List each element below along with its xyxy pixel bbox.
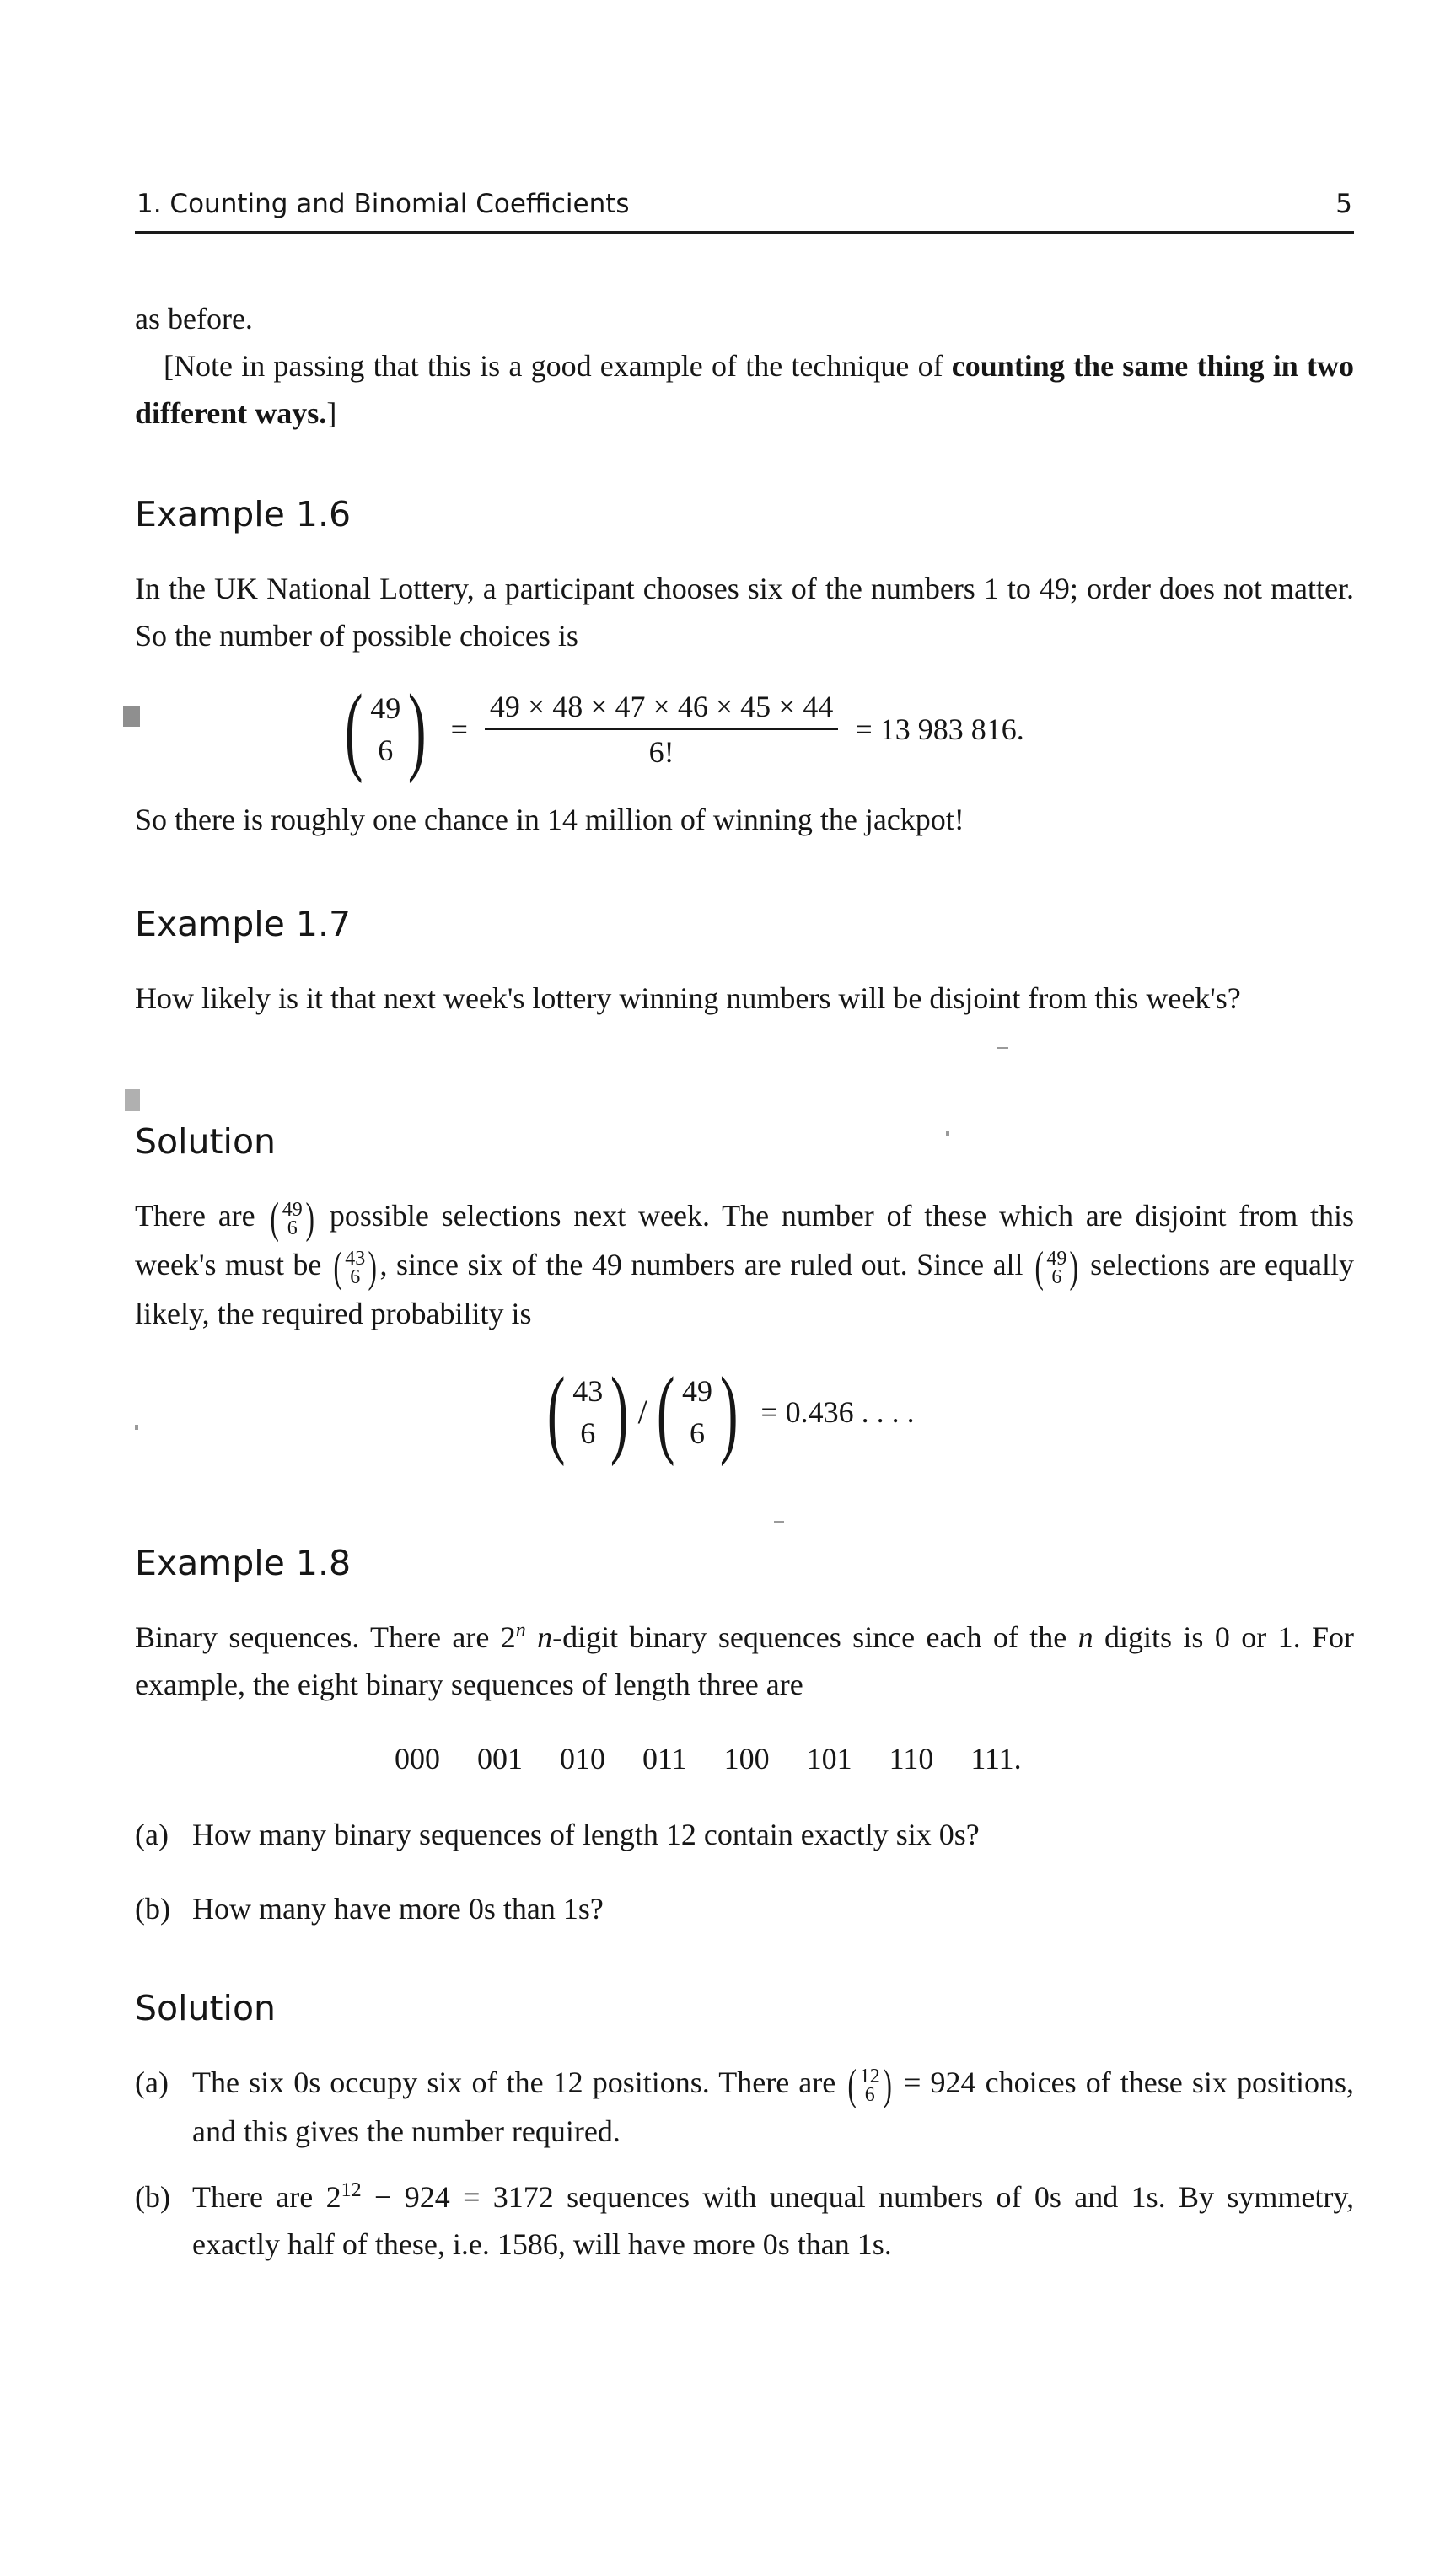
- sol-text-3: , since six of the 49 numbers are ruled out. Since all: [379, 1248, 1033, 1281]
- numerator: 49 × 48 × 47 × 46 × 45 × 44: [485, 688, 839, 730]
- answer-b-label: (b): [135, 2180, 170, 2214]
- scan-artifact: [135, 1425, 138, 1430]
- binom-43-6-inline: ( 43 6 ): [333, 1244, 378, 1292]
- sequence-item: 101: [806, 1742, 852, 1775]
- answer-a-text: [192, 2059, 1354, 2155]
- sequence-item: 010: [560, 1742, 605, 1775]
- sequence-item: 000: [395, 1742, 440, 1775]
- ex18-text-1: Binary sequences. There are 2: [135, 1620, 516, 1654]
- binom-bottom: 6: [864, 2084, 875, 2106]
- binom-top: 49: [682, 1374, 713, 1408]
- page-number: 5: [1335, 189, 1352, 219]
- question-a-text: How many binary sequences of length 12 contain exactly six 0s?: [192, 1818, 980, 1851]
- question-a-label: (a): [135, 1818, 169, 1851]
- binom-top: 49: [1046, 1248, 1067, 1270]
- binom-12-6-inline: ( 12 6 ): [847, 2061, 892, 2109]
- binom-top: 49: [282, 1199, 303, 1221]
- note-end: ]: [326, 396, 337, 430]
- binom-49-6-denominator: ( 49 6 ): [656, 1356, 739, 1467]
- sequence-item: 110: [889, 1742, 934, 1775]
- example-1-6-text: In the UK National Lottery, a participant chooses six of the numbers 1 to 49; order does not matter. So the number of possible choices is: [135, 572, 1354, 653]
- scan-artifact: [946, 1131, 949, 1136]
- scan-artifact: [123, 706, 140, 727]
- answer-b-part-2: − 924 = 3172 sequences with unequal numbers of 0s and 1s. By symmetry, exactly half of these, i.e. 1586, will have more 0s than 1s.: [192, 2180, 1354, 2261]
- probability-result: = 0.436 . . . .: [760, 1395, 915, 1429]
- binom-top: 49: [370, 691, 401, 725]
- binom-49-6-inline: ( 49 6 ): [270, 1195, 314, 1243]
- question-b: [135, 1885, 1354, 1932]
- ex18-text-4: digits is 0 or 1. For example, the eight binary sequences of length three are: [135, 1620, 1354, 1701]
- var-n-2: n: [1077, 1620, 1093, 1654]
- example-1-7-text: How likely is it that next week's lottery winning numbers will be disjoint from this week's?: [135, 981, 1241, 1015]
- binom-top: 43: [345, 1248, 366, 1270]
- scan-artifact: [774, 1521, 784, 1523]
- sol-text-4: selections are equally likely, the required probability is: [135, 1248, 1354, 1330]
- answer-a-part-2: = 924 choices of these six positions, and this gives the number required.: [192, 2065, 1355, 2148]
- solution-1-8-heading: Solution: [135, 1988, 277, 2028]
- binom-bottom: 6: [378, 733, 394, 767]
- example-1-8-text: [135, 1614, 1354, 1708]
- answer-a-label: (a): [135, 2065, 169, 2099]
- binom-bottom: 6: [1051, 1266, 1062, 1288]
- running-header: [135, 187, 1354, 234]
- binary-sequence-list: [395, 1735, 1238, 1782]
- sequence-item: 111.: [970, 1742, 1022, 1775]
- intro-line: as before.: [135, 302, 253, 336]
- denominator: 6!: [648, 735, 674, 769]
- binom-bottom: 6: [287, 1217, 298, 1239]
- example-1-6-heading: Example 1.6: [135, 494, 352, 534]
- scan-artifact: [997, 1047, 1008, 1049]
- binom-top: 43: [572, 1374, 604, 1408]
- question-a: [135, 1811, 1354, 1858]
- note-paragraph: [135, 342, 1354, 437]
- binom-bottom: 6: [580, 1416, 596, 1450]
- sequence-item: 001: [477, 1742, 523, 1775]
- exponent-n: n: [515, 1620, 526, 1641]
- solution-1-7-text: [135, 1192, 1354, 1337]
- jackpot-sentence: So there is roughly one chance in 14 million of winning the jackpot!: [135, 803, 964, 836]
- ex18-text-3: -digit binary sequences since each of the: [552, 1620, 1078, 1654]
- solution-1-7-heading: Solution: [135, 1121, 277, 1162]
- answer-a-part-1: The six 0s occupy six of the 12 positions. There are: [192, 2065, 846, 2099]
- lottery-equation: [337, 674, 1180, 784]
- sequence-item: 100: [723, 1742, 770, 1775]
- binom-49-6: ( 49 6 ): [344, 674, 427, 784]
- probability-equation: [540, 1357, 1130, 1467]
- answer-b-text: [192, 2173, 1354, 2268]
- example-1-7-heading: Example 1.7: [135, 904, 352, 944]
- note-bold-text: counting the same thing in two different ways.: [135, 349, 1354, 430]
- division-slash: /: [637, 1393, 647, 1431]
- binom-43-6: ( 43 6 ): [546, 1356, 629, 1467]
- intro-paragraph: [135, 295, 1354, 437]
- binom-49-6-inline-2: ( 49 6 ): [1034, 1244, 1079, 1292]
- equation-result: = 13 983 816.: [855, 712, 1024, 746]
- example-1-8-heading: Example 1.8: [135, 1543, 352, 1583]
- answer-a: [135, 2059, 1354, 2153]
- sequence-item: 011: [642, 1742, 687, 1775]
- answer-b-part-1: There are 2: [192, 2180, 341, 2214]
- chapter-title: 1. Counting and Binomial Coefficients: [137, 189, 630, 219]
- question-b-label: (b): [135, 1892, 170, 1926]
- sol-text-2: possible selections next week. The number of these which are disjoint from this week's must be: [135, 1199, 1354, 1281]
- var-n: n: [537, 1620, 553, 1654]
- scan-artifact: [125, 1089, 140, 1111]
- exponent-12: 12: [341, 2179, 362, 2201]
- note-text: [Note in passing that this is a good example of the technique of: [164, 349, 952, 383]
- equals-sign: =: [450, 712, 468, 746]
- sol-text-1: There are: [135, 1199, 268, 1233]
- binom-bottom: 6: [350, 1266, 361, 1288]
- space: [526, 1620, 537, 1654]
- answer-b: [135, 2173, 1354, 2268]
- fraction: [485, 688, 839, 771]
- binom-bottom: 6: [690, 1416, 706, 1450]
- binom-top: 12: [859, 2065, 880, 2087]
- question-b-text: How many have more 0s than 1s?: [192, 1892, 604, 1926]
